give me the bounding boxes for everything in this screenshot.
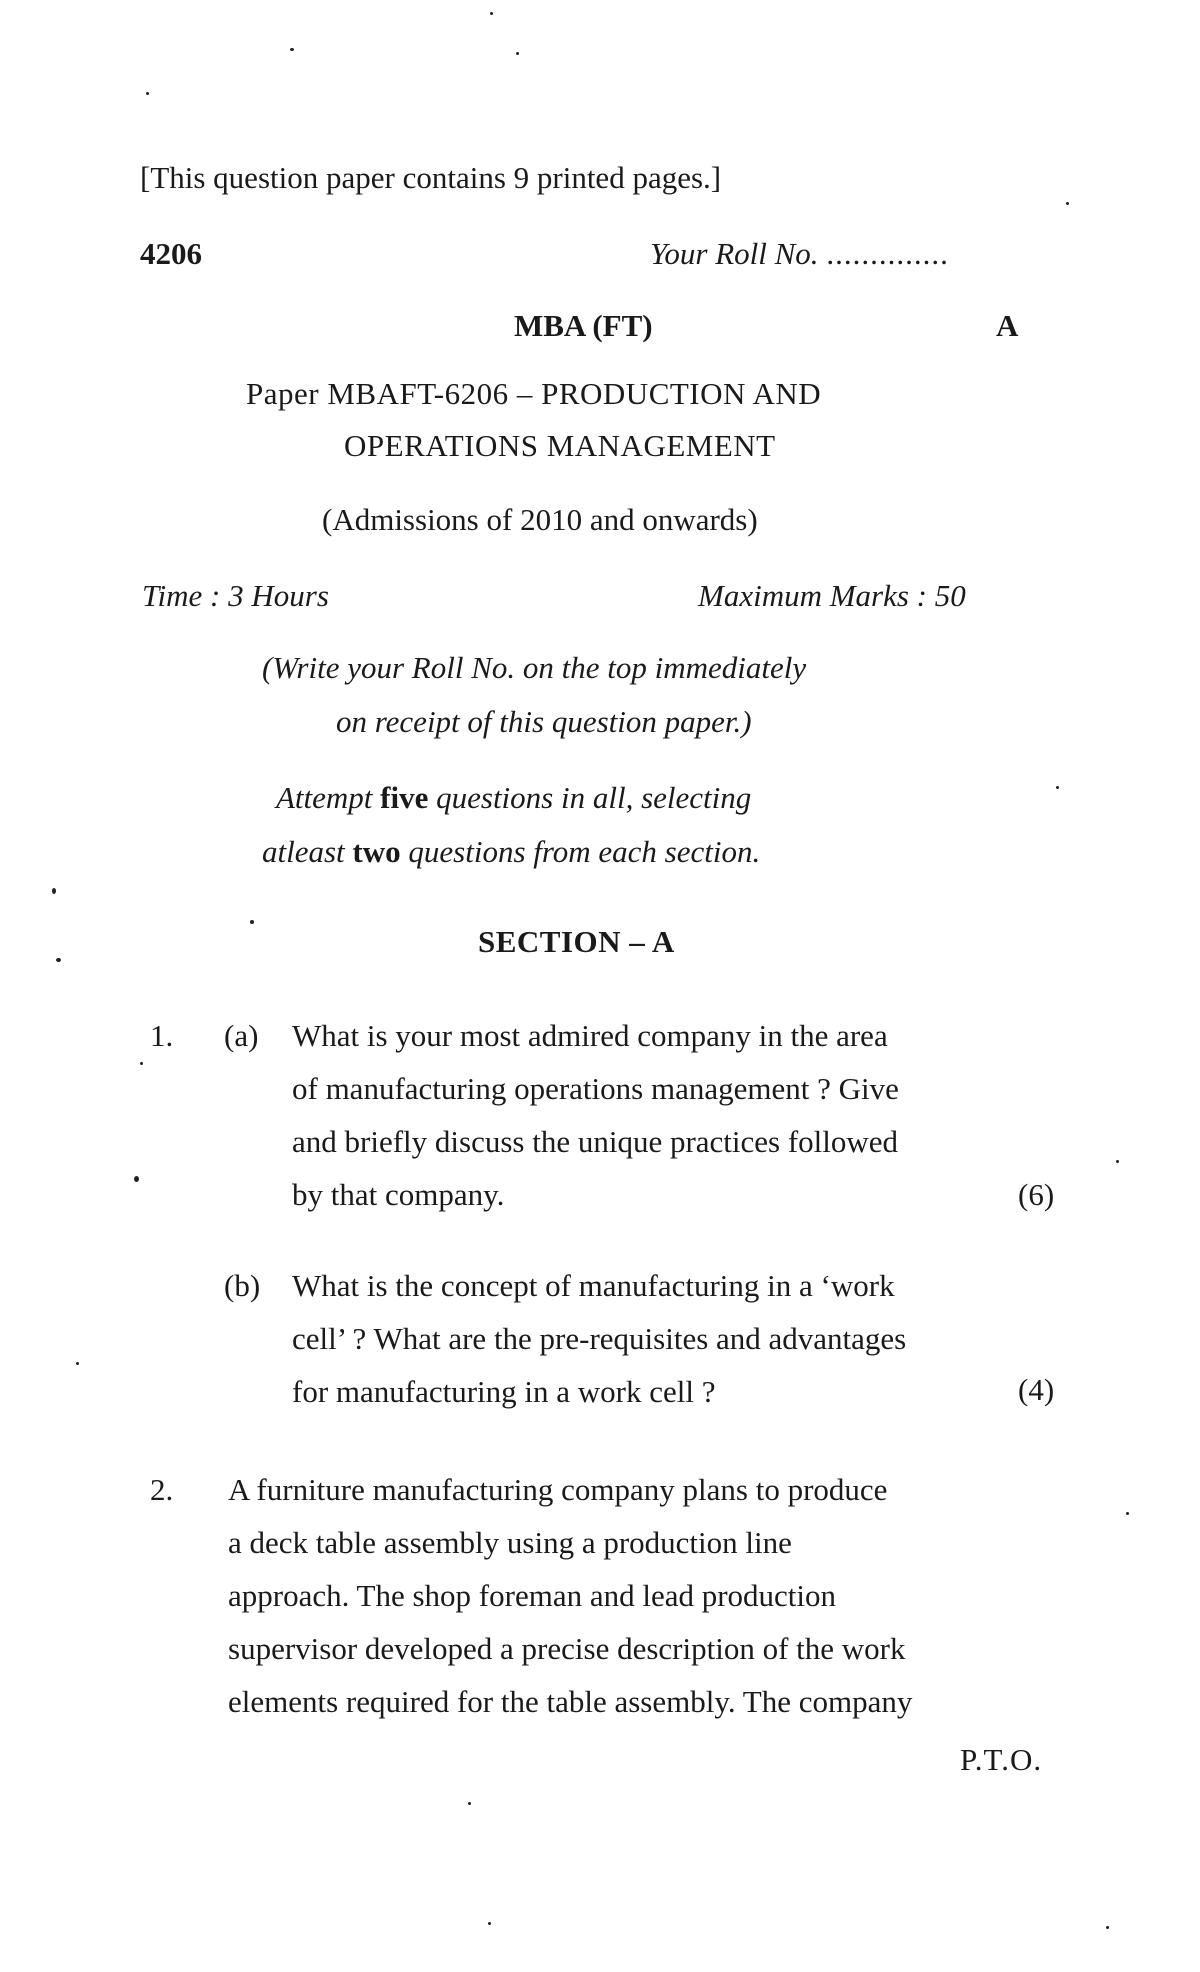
section-heading: SECTION – A (478, 924, 675, 959)
attempt-text: questions in all, selecting (428, 780, 752, 815)
text-line: a deck table assembly using a production line (228, 1525, 792, 1560)
question-text (228, 1463, 1066, 1728)
attempt-text: Attempt (276, 780, 381, 815)
scan-speck (488, 1922, 491, 1925)
roll-instruction-line-1: (Write your Roll No. on the top immediately (262, 650, 807, 685)
scan-speck (290, 48, 294, 51)
scan-speck (146, 92, 149, 95)
page-count-note: [This question paper contains 9 printed pages.] (140, 160, 722, 195)
text-line: and briefly discuss the unique practices followed (292, 1124, 899, 1159)
text-line: A furniture manufacturing company plans to produce (228, 1472, 888, 1507)
admissions-note: (Admissions of 2010 and onwards) (322, 502, 758, 537)
programme-name: MBA (FT) (514, 308, 653, 343)
paper-title-line-2: OPERATIONS MANAGEMENT (344, 428, 776, 463)
please-turn-over: P.T.O. (960, 1742, 1043, 1777)
scan-speck (1056, 786, 1059, 789)
text-line: supervisor developed a precise description of the work (228, 1631, 906, 1666)
scan-speck (140, 1062, 143, 1065)
question-part-text (292, 1009, 1066, 1221)
paper-code: 4206 (140, 236, 202, 271)
attempt-instruction-line-2 (262, 834, 760, 870)
roll-number-label: Your Roll No. (650, 236, 819, 271)
section-minimum-count: two (352, 834, 401, 869)
text-line: by that company. (292, 1177, 505, 1212)
question-part-text (292, 1259, 1066, 1418)
text-line: cell’ ? What are the pre-requisites and advantages (292, 1321, 907, 1356)
scan-speck (250, 920, 254, 924)
question-number: 2. (150, 1472, 174, 1507)
time-allowed: Time : 3 Hours (142, 578, 329, 613)
scan-speck (56, 958, 61, 962)
text-line: of manufacturing operations management ? Give (292, 1071, 899, 1106)
marks-allocation: (4) (1018, 1372, 1055, 1407)
text-line: elements required for the table assembly. The company (228, 1684, 913, 1719)
question-number: 1. (150, 1018, 174, 1053)
scan-speck (468, 1802, 471, 1805)
marks-allocation: (6) (1018, 1177, 1055, 1212)
scan-speck (1116, 1160, 1119, 1163)
scan-speck (1126, 1512, 1129, 1515)
scan-speck (1066, 202, 1069, 205)
roll-number-blank: .............. (826, 236, 949, 271)
attempt-text: questions from each section. (400, 834, 761, 869)
scan-speck (76, 1362, 79, 1365)
scan-speck (52, 888, 56, 894)
roll-number-field (650, 236, 949, 272)
set-code: A (996, 308, 1019, 343)
text-line: What is your most admired company in the area (292, 1018, 888, 1053)
attempt-text: atleast (262, 834, 353, 869)
text-line: approach. The shop foreman and lead production (228, 1578, 837, 1613)
roll-instruction-line-2: on receipt of this question paper.) (336, 704, 752, 739)
question-part-label: (a) (224, 1018, 259, 1053)
scan-speck (1106, 1926, 1109, 1929)
maximum-marks: Maximum Marks : 50 (698, 578, 966, 613)
scan-speck (490, 12, 493, 15)
text-line: for manufacturing in a work cell ? (292, 1374, 716, 1409)
attempt-instruction-line-1 (276, 780, 751, 816)
scan-speck (516, 52, 519, 55)
scan-speck (134, 1176, 139, 1182)
paper-title-line-1: Paper MBAFT-6206 – PRODUCTION AND (246, 376, 822, 411)
question-part-label: (b) (224, 1268, 261, 1303)
text-line: What is the concept of manufacturing in a ‘work (292, 1268, 895, 1303)
attempt-count: five (380, 780, 429, 815)
